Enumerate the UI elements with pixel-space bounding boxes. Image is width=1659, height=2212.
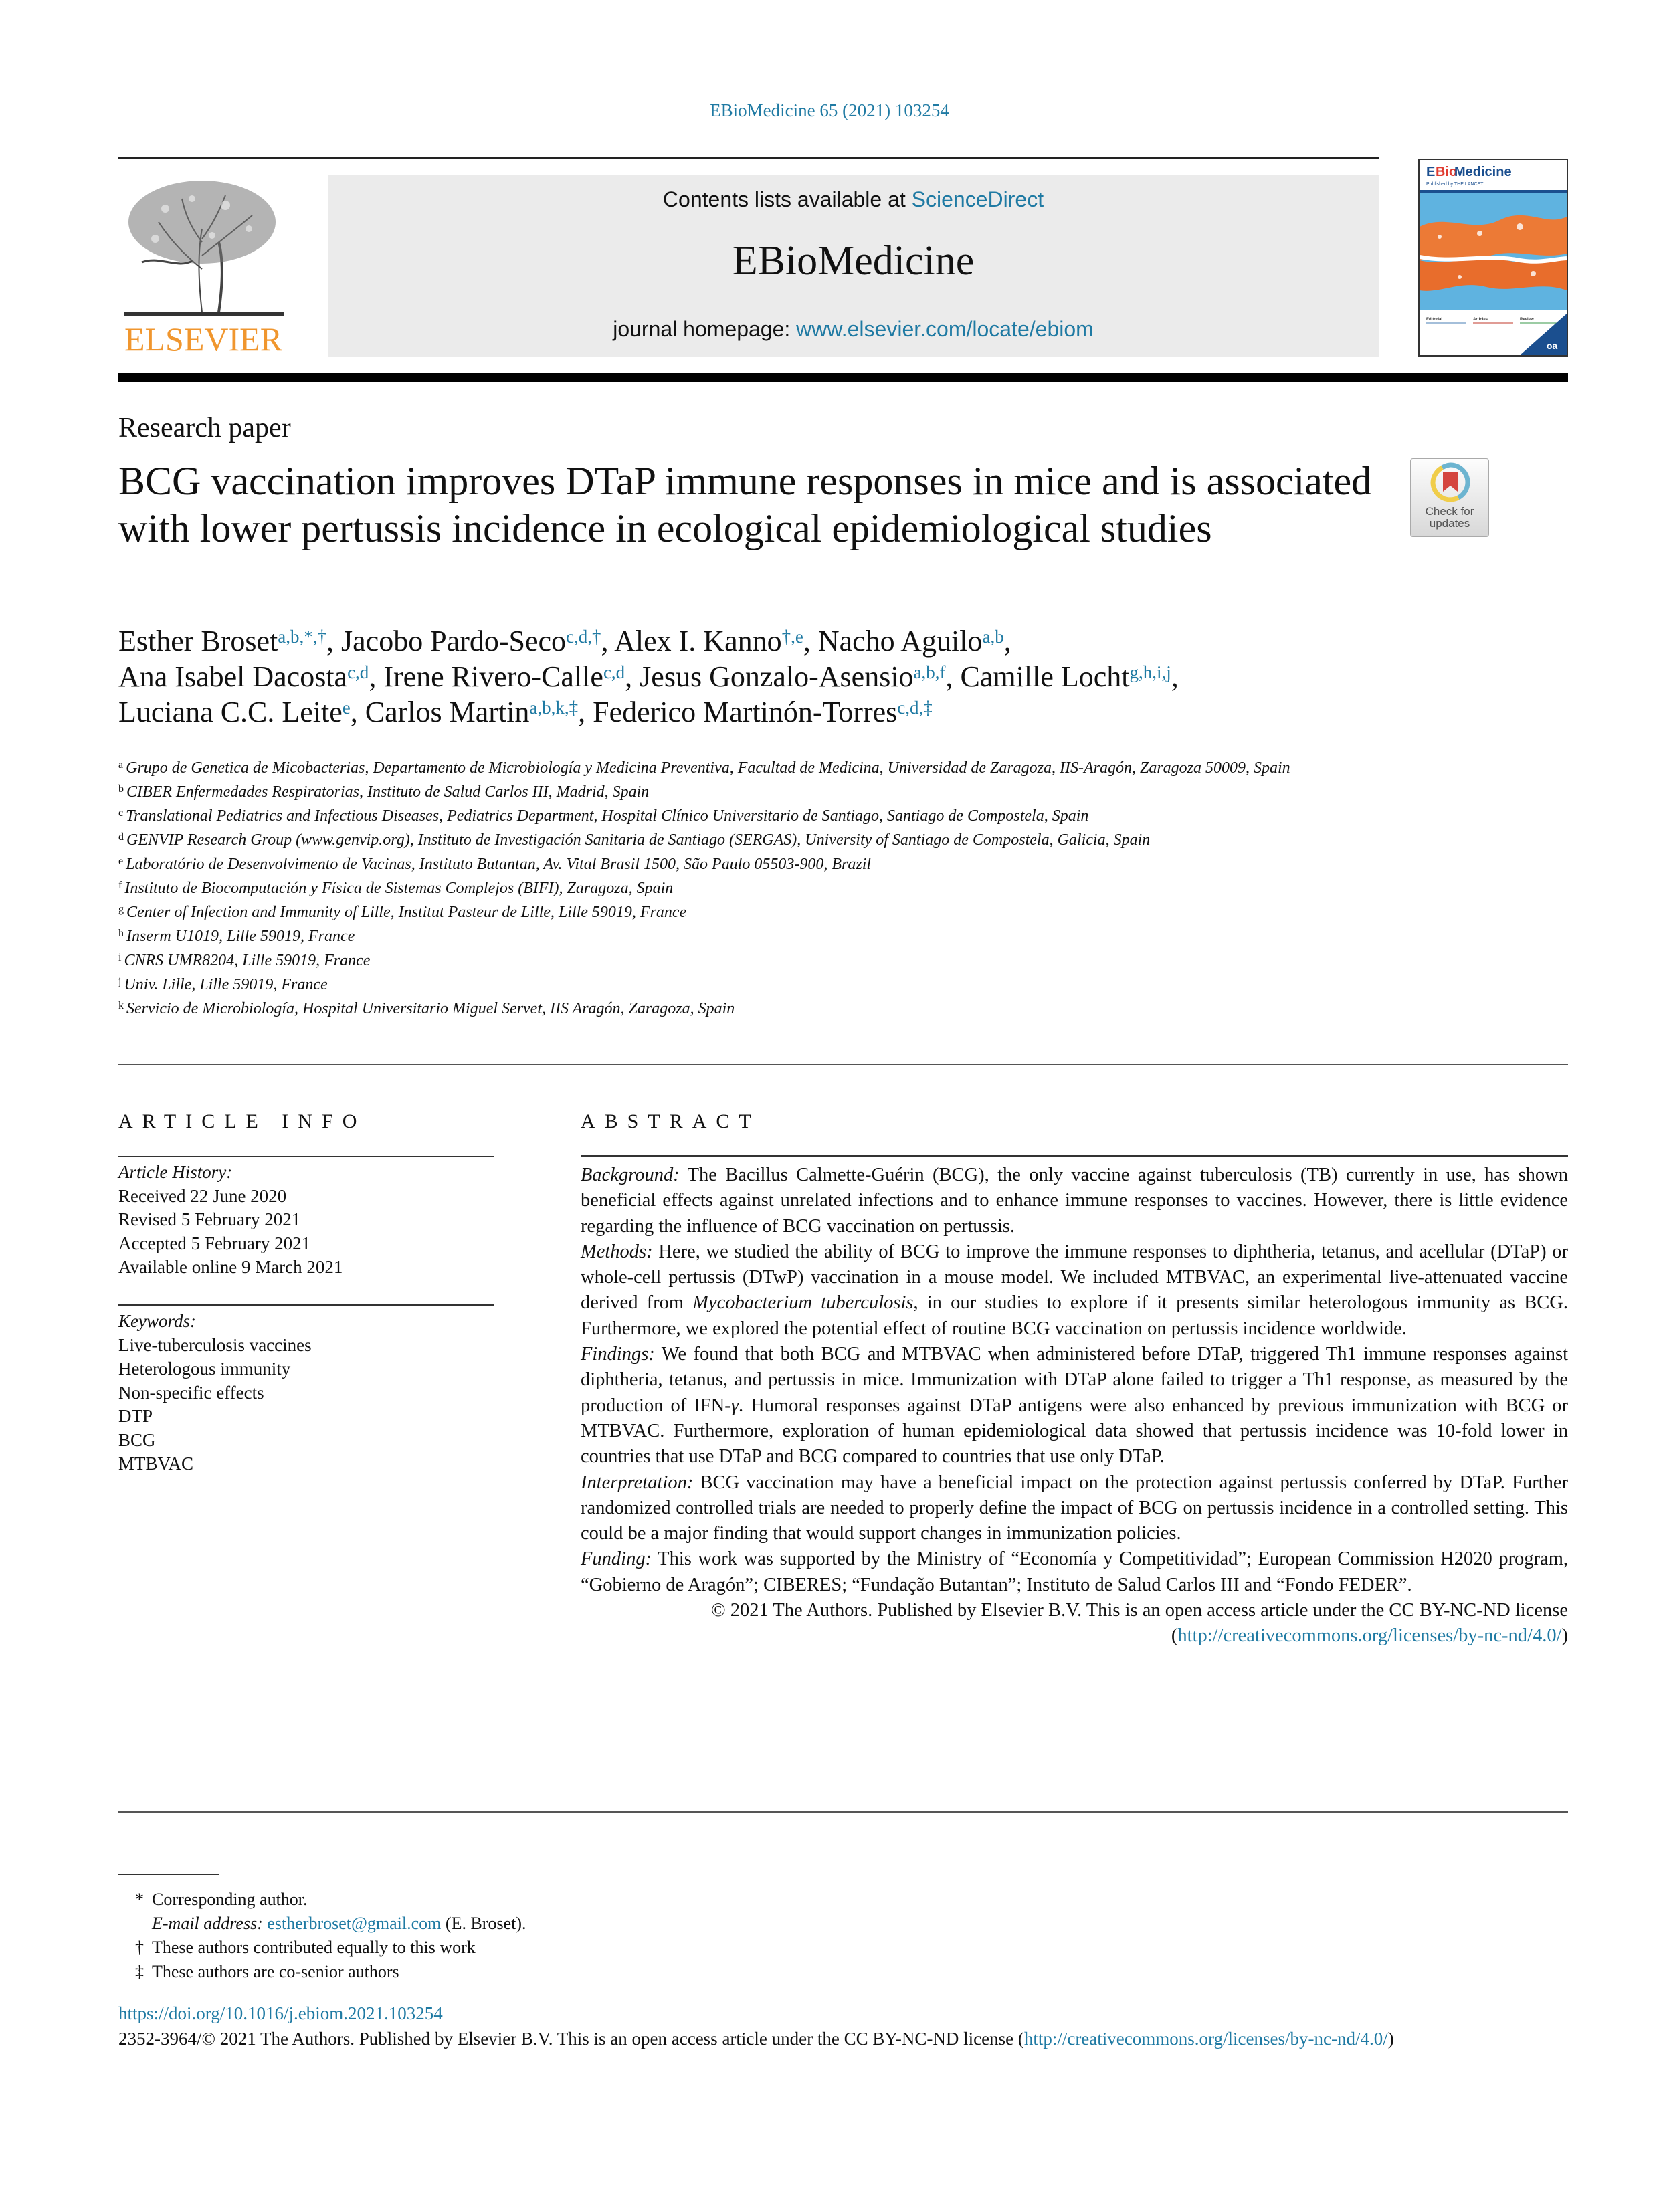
footnote-double-dagger	[118, 1960, 526, 1984]
header-top-rule	[118, 157, 1379, 159]
author-separator: ,	[326, 625, 342, 658]
affiliation-item	[118, 852, 1389, 876]
abstract-interpretation	[581, 1470, 1568, 1547]
svg-text:Review: Review	[1520, 318, 1534, 322]
corresponding-text: Corresponding author.	[152, 1890, 308, 1909]
author-name: Ana Isabel Dacosta	[118, 660, 348, 693]
methods-species: Mycobacterium tuberculosis	[692, 1292, 914, 1314]
footnote-dagger	[118, 1936, 526, 1960]
crossmark-line2: updates	[1429, 517, 1470, 530]
doi-link[interactable]	[118, 2003, 443, 2024]
double-dagger-text: These authors are co-senior authors	[152, 1962, 399, 1981]
abstract-heading: ABSTRACT	[581, 1110, 761, 1132]
author-separator: ,	[601, 625, 615, 658]
affiliation-text: Center of Infection and Immunity of Lille, Institut Pasteur de Lille, Lille 59019, France	[126, 904, 687, 921]
issn-license-line	[118, 2029, 1394, 2049]
author-name: Irene Rivero-Calle	[383, 660, 603, 693]
asterisk-mark: *	[135, 1890, 144, 1909]
journal-homepage-link[interactable]: www.elsevier.com/locate/ebiom	[796, 317, 1094, 341]
affiliation-item	[118, 876, 1389, 900]
svg-text:ELSEVIER: ELSEVIER	[124, 320, 283, 357]
abstract-bottom-rule	[118, 1811, 1568, 1813]
article-title: BCG vaccination improves DTaP immune responses in mice and is associated with lower pertussis incidence in ecological epidemiological studies	[118, 459, 1372, 550]
author-separator: ,	[945, 660, 961, 693]
footnote-corresponding	[118, 1888, 526, 1912]
affiliation-item	[118, 948, 1389, 973]
interpretation-text: BCG vaccination may have a beneficial impact on the protection against pertussis conferred by DTaP. Further randomized controlled trials are needed to properly define the impact of BCG on pertussis incidence in a controlled setting. This could be a major finding that would support changes in immunization policies.	[581, 1472, 1568, 1544]
author-name: Esther Broset	[118, 625, 278, 658]
abstract-copyright: © 2021 The Authors. Published by Elsevier B.V. This is an open access article under the CC BY-NC-ND license (http://creativecommons.org/licenses/by-nc-nd/4.0/)	[710, 1600, 1568, 1647]
dagger-text: These authors contributed equally to this work	[152, 1938, 476, 1957]
elsevier-tree-icon	[118, 175, 289, 357]
author-affiliation-marks[interactable]: c,d	[603, 662, 625, 682]
affiliation-text: Inserm U1019, Lille 59019, France	[126, 928, 355, 945]
affiliation-text: Univ. Lille, Lille 59019, France	[124, 976, 328, 993]
keyword[interactable]: Non-specific effects	[118, 1382, 264, 1403]
affiliation-item	[118, 828, 1389, 852]
license-close-paren: )	[1387, 2029, 1394, 2049]
keyword[interactable]: DTP	[118, 1406, 153, 1426]
author-name: Luciana C.C. Leite	[118, 696, 343, 728]
affiliation-key: j	[118, 976, 122, 987]
findings-text: We found that both BCG and MTBVAC when administered before DTaP, triggered Th1 immune responses against diphtheria, tetanus, and pertussis in mice. Immunization with DTaP alone failed to trigger a Th1 response, as measured by the production of IFN-	[581, 1344, 1568, 1416]
author[interactable]	[118, 625, 341, 658]
author-affiliation-marks[interactable]: g,h,i,j	[1129, 662, 1171, 682]
check-for-updates-label	[1411, 506, 1488, 530]
svg-text:Bio: Bio	[1436, 165, 1458, 179]
abstract-rule	[581, 1155, 1568, 1157]
affiliation-item	[118, 780, 1389, 804]
history-online: Available online 9 March 2021	[118, 1257, 343, 1277]
affiliation-item	[118, 973, 1389, 997]
interpretation-label: Interpretation:	[581, 1472, 694, 1493]
author-name: Alex I. Kanno	[614, 625, 782, 658]
author-name: Nacho Aguilo	[817, 625, 983, 658]
doi-url[interactable]: https://doi.org/10.1016/j.ebiom.2021.103254	[118, 2003, 443, 2023]
email-link[interactable]: estherbroset@gmail.com	[267, 1914, 442, 1933]
abstract-methods	[581, 1239, 1568, 1342]
dagger-mark: †	[135, 1938, 144, 1957]
author-name: Camille Locht	[960, 660, 1130, 693]
double-dagger-mark: ‡	[135, 1962, 144, 1981]
article-info-heading: ARTICLE INFO	[118, 1110, 367, 1132]
contents-available-line	[328, 187, 1379, 212]
author-name: Jesus Gonzalo-Asensio	[640, 660, 914, 693]
keywords-label: Keywords:	[118, 1311, 196, 1331]
license-link[interactable]: http://creativecommons.org/licenses/by-nc-nd/4.0/	[1177, 1625, 1562, 1647]
affiliation-key: b	[118, 783, 124, 795]
header-thick-bar	[118, 373, 1568, 382]
affiliation-key: g	[118, 904, 124, 915]
svg-text:E: E	[1426, 165, 1436, 179]
crossmark-line1: Check for	[1425, 505, 1474, 518]
affiliation-key: d	[118, 831, 124, 843]
affiliation-item	[118, 804, 1389, 828]
keywords	[118, 1310, 312, 1476]
author[interactable]	[341, 625, 614, 658]
affiliation-key: k	[118, 1000, 124, 1011]
journal-reference-link[interactable]: EBioMedicine 65 (2021) 103254	[710, 100, 949, 120]
author[interactable]	[593, 696, 933, 728]
article-history	[118, 1161, 343, 1280]
author-affiliation-marks[interactable]: c,d	[347, 662, 369, 682]
author-affiliation-marks[interactable]: c,d,‡	[897, 698, 933, 718]
svg-text:Medicine: Medicine	[1454, 165, 1512, 179]
author-affiliation-marks[interactable]: †,e	[781, 627, 803, 647]
author-name: Jacobo Pardo-Seco	[341, 625, 567, 658]
journal-homepage-line	[328, 317, 1379, 342]
methods-label: Methods:	[581, 1241, 653, 1262]
elsevier-logo[interactable]	[118, 175, 289, 357]
methods-text: Here, we studied the ability of BCG to improve the immune responses to diphtheria, tetanus, and acellular (DTaP) or whole-cell pertussis (DTwP) vaccination in a mouse model. We included MTBVAC, an experimental live-attenuated vaccine derived from	[581, 1241, 1568, 1314]
footnote-rule	[118, 1874, 219, 1875]
affiliation-text: Grupo de Genetica de Micobacterias, Departamento de Microbiología y Medicina Preventiva, Facultad de Medicina, Universidad de Zaragoza, IIS-Aragón, Zaragoza 50009, Spain	[126, 759, 1290, 777]
history-accepted: Accepted 5 February 2021	[118, 1233, 311, 1253]
author-affiliation-marks[interactable]: a,b,*,†	[278, 627, 327, 647]
contents-prefix: Contents lists available at	[662, 187, 912, 211]
affiliation-text: Laboratório de Desenvolvimento de Vacinas, Instituto Butantan, Av. Vital Brasil 1500, São Paulo 05503-900, Brazil	[126, 856, 872, 873]
author[interactable]	[614, 625, 818, 658]
keyword[interactable]: Live-tuberculosis vaccines	[118, 1334, 312, 1355]
funding-text: This work was supported by the Ministry of “Economía y Competitividad”; European Commission H2020 program, “Gobierno de Aragón”; CIBERES; “Fundação Butantan”; Instituto de Salud Carlos III and “Fondo FEDER”.	[581, 1548, 1568, 1595]
background-text: The Bacillus Calmette-Guérin (BCG), the only vaccine against tuberculosis (TB) currently in use, has shown beneficial effects against unrelated infections and to enhance immune responses to vaccines. However, there is little evidence regarding the influence of BCG vaccination on pertussis.	[581, 1165, 1568, 1237]
author-separator: ,	[578, 696, 593, 728]
article-info-rule	[118, 1156, 494, 1157]
author[interactable]	[640, 660, 960, 693]
abstract-background	[581, 1163, 1568, 1239]
affiliation-list	[118, 756, 1389, 1021]
abstract-funding	[581, 1546, 1568, 1598]
svg-text:Editorial: Editorial	[1426, 318, 1443, 322]
affiliation-key: e	[118, 856, 124, 867]
author-name: Carlos Martin	[365, 696, 530, 728]
crossmark-icon	[1430, 462, 1470, 502]
keyword[interactable]: Heterologous immunity	[118, 1359, 291, 1379]
section-divider	[118, 1064, 1568, 1065]
affiliation-item	[118, 924, 1389, 948]
affiliation-text: Servicio de Microbiología, Hospital Universitario Miguel Servet, IIS Aragón, Zaragoza, Spain	[126, 1000, 735, 1017]
affiliation-key: c	[118, 807, 124, 819]
email-indent	[118, 1912, 152, 1936]
footnote-email	[118, 1912, 526, 1936]
affiliation-key: a	[118, 759, 124, 771]
findings-gamma: γ	[730, 1395, 739, 1416]
abstract-findings	[581, 1342, 1568, 1470]
author-affiliation-marks[interactable]: c,d,†	[566, 627, 601, 647]
author-affiliation-marks[interactable]: e	[342, 698, 351, 718]
affiliation-text: Translational Pediatrics and Infectious Diseases, Pediatrics Department, Hospital Clínico Universitario de Santiago, Santiago de Compostela, Spain	[126, 807, 1089, 825]
journal-banner	[328, 175, 1379, 357]
author[interactable]	[118, 696, 365, 728]
issn-license-text: 2352-3964/© 2021 The Authors. Published by Elsevier B.V. This is an open access article under the CC BY-NC-ND license (	[118, 2029, 1024, 2049]
abstract-body	[581, 1163, 1568, 1649]
background-label: Background:	[581, 1165, 680, 1185]
author-affiliation-marks[interactable]: a,b,k,‡	[529, 698, 579, 718]
author-separator: ,	[1171, 660, 1179, 693]
journal-cover-image[interactable]	[1418, 159, 1568, 357]
affiliation-item	[118, 900, 1389, 924]
history-received: Received 22 June 2020	[118, 1185, 287, 1206]
author[interactable]	[118, 660, 383, 693]
affiliation-item	[118, 756, 1389, 780]
affiliation-key: f	[118, 880, 122, 891]
footer-license-link[interactable]: http://creativecommons.org/licenses/by-nc-nd/4.0/	[1023, 2029, 1388, 2049]
check-for-updates-button[interactable]	[1410, 458, 1489, 537]
footnotes	[118, 1888, 526, 1984]
history-label: Article History:	[118, 1162, 233, 1182]
sciencedirect-link[interactable]: ScienceDirect	[911, 187, 1044, 211]
keyword[interactable]: MTBVAC	[118, 1453, 194, 1474]
author-separator: ,	[1003, 625, 1011, 658]
affiliation-key: i	[118, 952, 122, 963]
copyright-text: © 2021 The Authors. Published by Elsevier B.V. This is an open access article under the CC BY-NC-ND license	[710, 1600, 1568, 1621]
keywords-rule	[118, 1304, 494, 1306]
affiliation-text: Instituto de Biocomputación y Física de Sistemas Complejos (BIFI), Zaragoza, Spain	[124, 880, 674, 897]
journal-name: EBioMedicine	[732, 238, 975, 284]
author-affiliation-marks[interactable]: a,b	[982, 627, 1004, 647]
author[interactable]	[818, 625, 1011, 658]
methods-text-2: , in our studies to explore if it presents similar heterologous immunity as BCG. Furthermore, we explored the potential effect of routine BCG vaccination on pertussis incidence worldwide.	[581, 1292, 1568, 1339]
affiliation-text: CIBER Enfermedades Respiratorias, Instituto de Salud Carlos III, Madrid, Spain	[126, 783, 650, 801]
history-revised: Revised 5 February 2021	[118, 1209, 301, 1229]
homepage-prefix: journal homepage:	[613, 317, 797, 341]
journal-cover-art	[1420, 160, 1567, 355]
article-type: Research paper	[118, 413, 291, 443]
svg-text:Articles: Articles	[1473, 318, 1488, 322]
svg-text:Published by THE LANCET: Published by THE LANCET	[1426, 182, 1484, 187]
author[interactable]	[961, 660, 1179, 693]
email-label: E-mail address:	[152, 1914, 263, 1933]
author-separator: ,	[350, 696, 365, 728]
author-affiliation-marks[interactable]: a,b,f	[913, 662, 946, 682]
keyword[interactable]: BCG	[118, 1429, 156, 1450]
affiliation-key: h	[118, 928, 124, 939]
author[interactable]	[365, 696, 593, 728]
findings-label: Findings:	[581, 1344, 655, 1365]
affiliation-text: CNRS UMR8204, Lille 59019, France	[124, 952, 371, 969]
affiliation-item	[118, 997, 1389, 1021]
author-separator: ,	[625, 660, 640, 693]
author-name: Federico Martinón-Torres	[593, 696, 898, 728]
svg-text:oa: oa	[1546, 340, 1558, 351]
email-suffix: (E. Broset).	[441, 1914, 526, 1933]
author-separator: ,	[369, 660, 384, 693]
author-separator: ,	[803, 625, 818, 658]
affiliation-text: GENVIP Research Group (www.genvip.org), Instituto de Investigación Sanitaria de Santiago (SERGAS), University of Santiago de Compostela, Galicia, Spain	[126, 831, 1151, 849]
findings-text-2: . Humoral responses against DTaP antigens were also enhanced by previous immunization with BCG or MTBVAC. Furthermore, exploration of human epidemiological data showed that pertussis incidence was 10-fold lower in countries that use DTaP and BCG compared to countries that use only DTaP.	[581, 1395, 1568, 1468]
author-list	[118, 623, 1568, 730]
author[interactable]	[383, 660, 640, 693]
funding-label: Funding:	[581, 1548, 652, 1570]
